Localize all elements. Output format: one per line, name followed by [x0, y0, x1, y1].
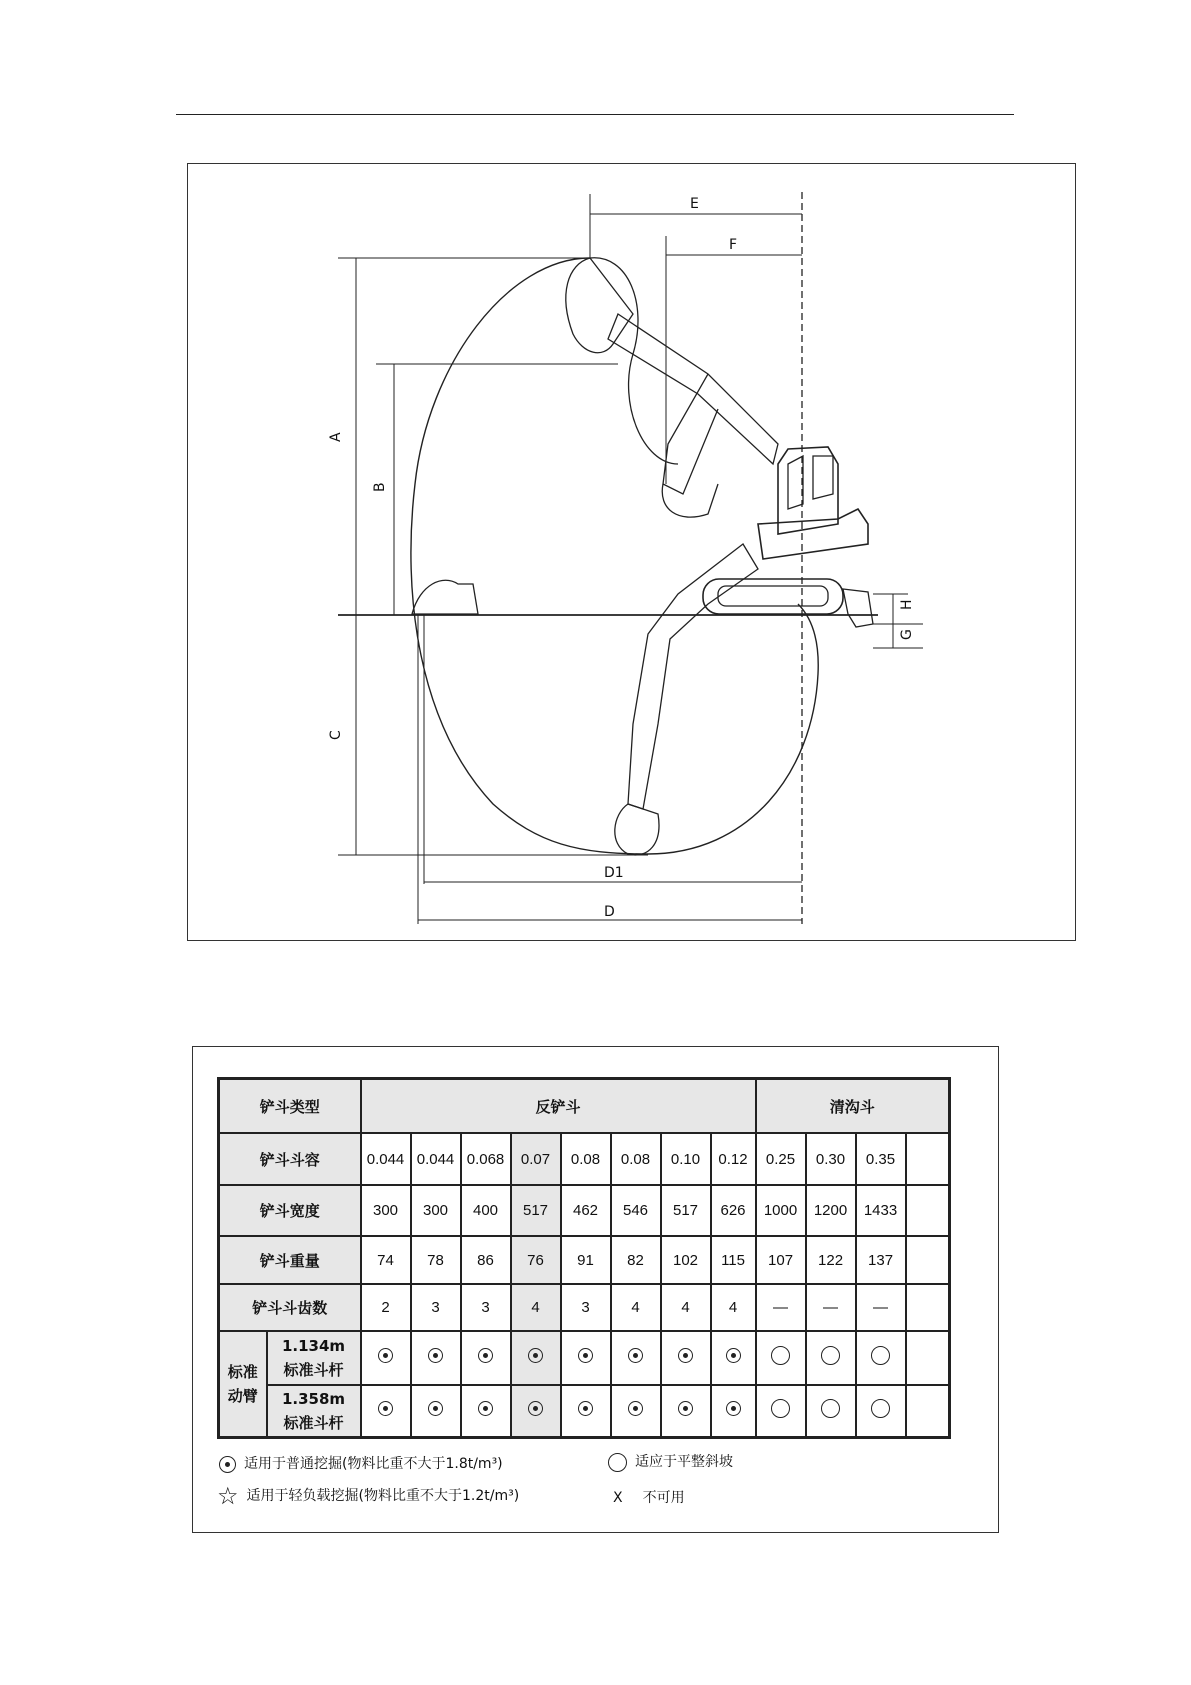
- arm2-mark-cell: [756, 1385, 806, 1438]
- dot-icon: [478, 1401, 493, 1416]
- width-cell: 517: [661, 1185, 711, 1236]
- dim-e-label: E: [690, 196, 699, 212]
- teeth-cell: —: [856, 1284, 906, 1331]
- arm1-mark-cell: [756, 1331, 806, 1385]
- arm2-length: 1.358m: [281, 1389, 346, 1408]
- legend-star: [217, 1482, 520, 1510]
- cab-window-front: [788, 456, 803, 509]
- width-cell: 400: [461, 1185, 511, 1236]
- dot-icon: [378, 1348, 393, 1363]
- header-rule: [176, 114, 1014, 115]
- capacity-cell: 0.35: [856, 1133, 906, 1185]
- table-row: [219, 1331, 950, 1385]
- weight-cell: 91: [561, 1236, 611, 1284]
- arm2-mark-cell: [906, 1385, 950, 1438]
- dot-icon: [628, 1401, 643, 1416]
- dot-icon: [726, 1348, 741, 1363]
- dozer-blade: [843, 589, 873, 627]
- arm1-mark-cell: [806, 1331, 856, 1385]
- ground-bucket: [412, 580, 478, 614]
- table-row: [219, 1236, 950, 1284]
- capacity-cell: 0.08: [561, 1133, 611, 1185]
- ring-icon: [608, 1453, 627, 1472]
- dot-icon: [578, 1348, 593, 1363]
- row-label-capacity: 铲斗斗容: [219, 1133, 361, 1185]
- dim-g-label: G: [899, 629, 915, 640]
- arm1-mark-cell: [856, 1331, 906, 1385]
- dot-icon: [428, 1348, 443, 1363]
- arm2-mark-cell: [561, 1385, 611, 1438]
- dot-icon: [428, 1401, 443, 1416]
- width-cell: 517: [511, 1185, 561, 1236]
- capacity-cell: 0.10: [661, 1133, 711, 1185]
- working-envelope: [411, 258, 818, 854]
- dot-icon: [678, 1348, 693, 1363]
- arm2-mark-cell: [611, 1385, 661, 1438]
- dot-icon: [628, 1348, 643, 1363]
- arm2-mark-cell: [856, 1385, 906, 1438]
- arm1-mark-cell: [711, 1331, 756, 1385]
- teeth-cell: 4: [611, 1284, 661, 1331]
- dot-icon: [528, 1348, 543, 1363]
- width-cell: 1200: [806, 1185, 856, 1236]
- legend-ring-text: 适应于平整斜坡: [635, 1454, 733, 1470]
- bucket-mid: [662, 484, 718, 517]
- teeth-cell: 3: [411, 1284, 461, 1331]
- teeth-cell: —: [806, 1284, 856, 1331]
- legend-dot-text: 适用于普通挖掘(物料比重不大于1.8t/m³): [244, 1456, 503, 1472]
- legend-ring: [608, 1451, 733, 1472]
- arm2-mark-cell: [361, 1385, 411, 1438]
- boom-upper: [608, 314, 778, 464]
- cab-window-side: [813, 456, 833, 499]
- width-cell: 626: [711, 1185, 756, 1236]
- table-row: [219, 1385, 950, 1438]
- width-cell: 300: [361, 1185, 411, 1236]
- boom-lower: [628, 544, 758, 809]
- capacity-cell: 0.044: [361, 1133, 411, 1185]
- arm-upper: [663, 374, 718, 494]
- weight-cell: 122: [806, 1236, 856, 1284]
- capacity-cell: 0.25: [756, 1133, 806, 1185]
- arm1-mark-cell: [411, 1331, 461, 1385]
- ring-icon: [821, 1346, 840, 1365]
- row-label-weight: 铲斗重量: [219, 1236, 361, 1284]
- ring-icon: [871, 1346, 890, 1365]
- dim-b-label: B: [372, 482, 388, 492]
- weight-cell: 74: [361, 1236, 411, 1284]
- ring-icon: [771, 1346, 790, 1365]
- row-label-type: 铲斗类型: [219, 1079, 361, 1134]
- dim-d1-label: D1: [604, 865, 624, 881]
- bucket-deep: [615, 804, 659, 855]
- teeth-cell: 4: [711, 1284, 756, 1331]
- track: [703, 579, 843, 614]
- width-cell: 300: [411, 1185, 461, 1236]
- teeth-cell: 3: [461, 1284, 511, 1331]
- arm2-mark-cell: [806, 1385, 856, 1438]
- dot-icon: [528, 1401, 543, 1416]
- legend-star-text: 适用于轻负载挖掘(物料比重不大于1.2t/m³): [246, 1488, 520, 1504]
- arm2-mark-cell: [661, 1385, 711, 1438]
- teeth-cell: 2: [361, 1284, 411, 1331]
- dim-h-label: H: [899, 599, 915, 610]
- width-cell: 1433: [856, 1185, 906, 1236]
- arm1-mark-cell: [461, 1331, 511, 1385]
- arm1-mark-cell: [361, 1331, 411, 1385]
- width-cell: 1000: [756, 1185, 806, 1236]
- ring-icon: [871, 1399, 890, 1418]
- weight-cell: 86: [461, 1236, 511, 1284]
- working-range-figure: [187, 163, 1076, 941]
- dim-f-label: F: [729, 237, 738, 253]
- width-cell: [906, 1185, 950, 1236]
- ring-icon: [821, 1399, 840, 1418]
- weight-cell: 102: [661, 1236, 711, 1284]
- capacity-cell: 0.08: [611, 1133, 661, 1185]
- dot-icon: [578, 1401, 593, 1416]
- teeth-cell: 4: [661, 1284, 711, 1331]
- arm1-mark-cell: [511, 1331, 561, 1385]
- x-symbol: X: [613, 1490, 623, 1506]
- legend-dot: [219, 1453, 503, 1473]
- row-label-width: 铲斗宽度: [219, 1185, 361, 1236]
- boom-label-cell: [219, 1331, 267, 1438]
- boom-label: 标准动臂: [227, 1362, 258, 1405]
- weight-cell: 107: [756, 1236, 806, 1284]
- dim-d-label: D: [604, 904, 615, 920]
- legend-x-text: 不可用: [642, 1490, 685, 1506]
- dot-icon: [678, 1401, 693, 1416]
- star-icon: ☆: [217, 1482, 239, 1510]
- arm1-mark-cell: [906, 1331, 950, 1385]
- teeth-cell: 4: [511, 1284, 561, 1331]
- dot-icon: [478, 1348, 493, 1363]
- teeth-cell: [906, 1284, 950, 1331]
- bucket-spec-panel: [192, 1046, 999, 1533]
- dot-icon: [219, 1456, 236, 1473]
- arm1-mark-cell: [661, 1331, 711, 1385]
- arm2-label-cell: [267, 1385, 361, 1438]
- capacity-cell: [906, 1133, 950, 1185]
- arm2-mark-cell: [511, 1385, 561, 1438]
- ring-icon: [771, 1399, 790, 1418]
- arm1-name: 标准斗杆: [283, 1360, 344, 1379]
- weight-cell: 115: [711, 1236, 756, 1284]
- arm1-mark-cell: [561, 1331, 611, 1385]
- weight-cell: 76: [511, 1236, 561, 1284]
- table-row: [219, 1284, 950, 1331]
- arm2-mark-cell: [461, 1385, 511, 1438]
- table-row: [219, 1185, 950, 1236]
- arm2-mark-cell: [711, 1385, 756, 1438]
- legend-x: [613, 1487, 685, 1507]
- table-row: [219, 1079, 950, 1134]
- dim-a-label: A: [328, 432, 344, 442]
- upper-inner-envelope: [590, 258, 678, 464]
- group-backhoe: 反铲斗: [361, 1079, 756, 1134]
- weight-cell: [906, 1236, 950, 1284]
- width-cell: 546: [611, 1185, 661, 1236]
- teeth-cell: —: [756, 1284, 806, 1331]
- weight-cell: 82: [611, 1236, 661, 1284]
- arm2-name: 标准斗杆: [283, 1413, 344, 1432]
- arm1-length: 1.134m: [281, 1336, 346, 1355]
- dot-icon: [726, 1401, 741, 1416]
- dot-icon: [378, 1401, 393, 1416]
- working-range-diagram: [188, 164, 1077, 942]
- width-cell: 462: [561, 1185, 611, 1236]
- row-label-teeth: 铲斗斗齿数: [219, 1284, 361, 1331]
- dim-c-label: C: [328, 730, 344, 740]
- capacity-cell: 0.12: [711, 1133, 756, 1185]
- weight-cell: 137: [856, 1236, 906, 1284]
- arm2-mark-cell: [411, 1385, 461, 1438]
- arm1-mark-cell: [611, 1331, 661, 1385]
- teeth-cell: 3: [561, 1284, 611, 1331]
- arm1-label-cell: [267, 1331, 361, 1385]
- capacity-cell: 0.044: [411, 1133, 461, 1185]
- table-row: [219, 1133, 950, 1185]
- capacity-cell: 0.30: [806, 1133, 856, 1185]
- capacity-cell: 0.068: [461, 1133, 511, 1185]
- track-inner: [718, 586, 828, 606]
- capacity-cell: 0.07: [511, 1133, 561, 1185]
- weight-cell: 78: [411, 1236, 461, 1284]
- bucket-spec-table: [217, 1077, 951, 1439]
- upper-body: [758, 509, 868, 559]
- group-ditch: 清沟斗: [756, 1079, 950, 1134]
